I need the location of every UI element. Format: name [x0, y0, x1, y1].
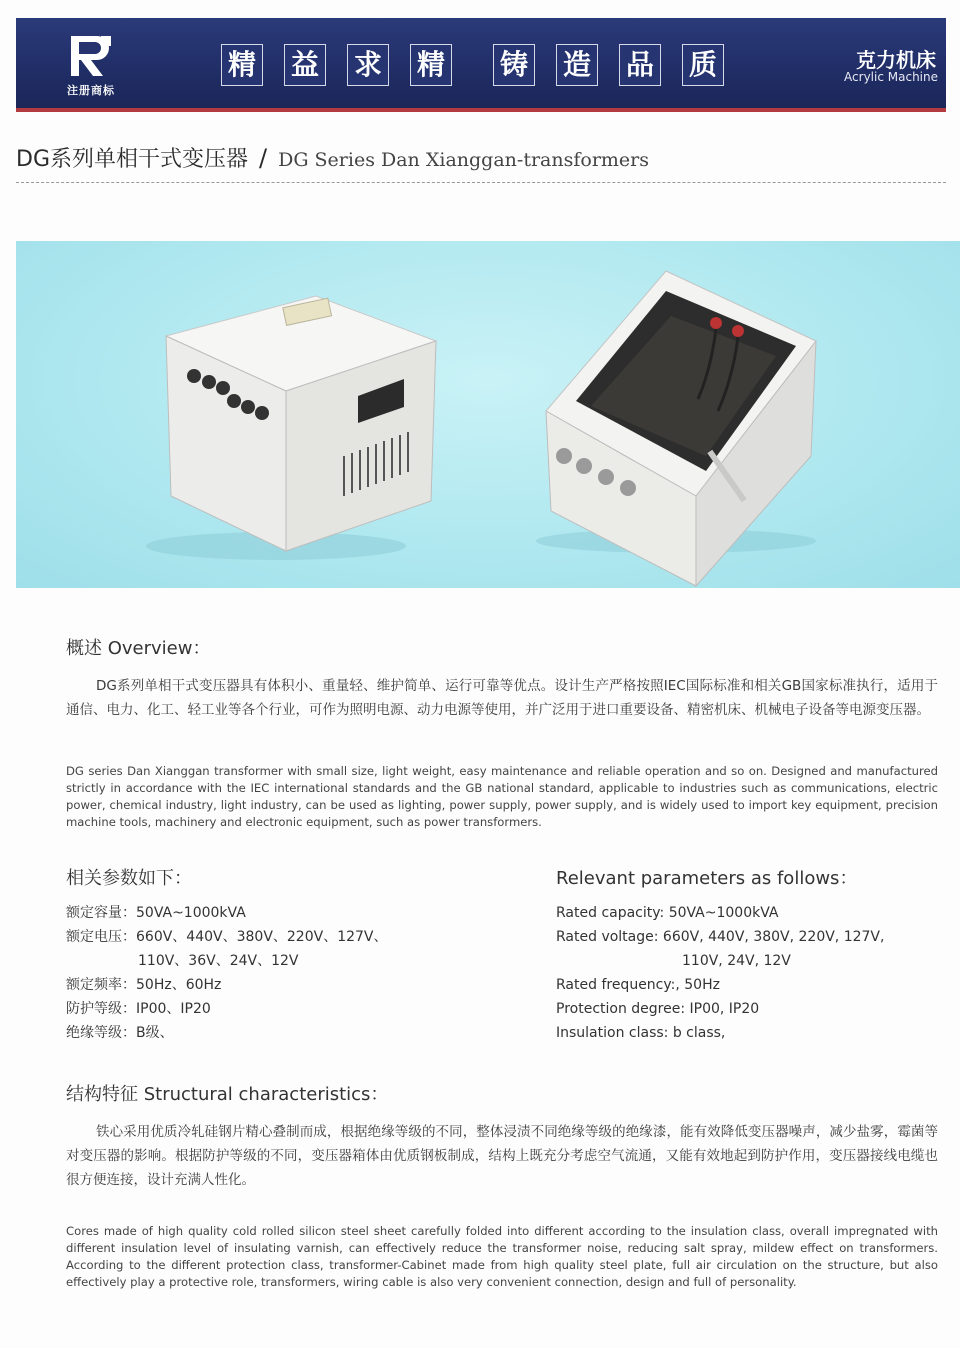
title-separator: / — [259, 144, 268, 172]
slogan-char: 精 — [221, 44, 263, 86]
slogan-char: 质 — [682, 44, 724, 86]
slogan-char: 造 — [556, 44, 598, 86]
page-title — [16, 142, 946, 173]
slogan-char: 求 — [347, 44, 389, 86]
param-rated-voltage-en-cont: 110V, 24V, 12V — [682, 953, 791, 969]
param-rated-frequency-cn: 额定频率：50Hz、60Hz — [66, 977, 222, 993]
param-rated-voltage-en: Rated voltage: 660V, 440V, 380V, 220V, 127V, — [556, 929, 885, 945]
param-protection-degree-cn: 防护等级：IP00、IP20 — [66, 1001, 211, 1017]
title-divider — [16, 182, 946, 183]
structure-text-cn: 铁心采用优质冷轧硅钢片精心叠制而成，根据绝缘等级的不同，整体浸渍不同绝缘等级的绝缘漆，能有效降低变压器噪声，减少盐雾，霉菌等对变压器的影响。根据防护等级的不同，变压器箱体由优质钢板制成，结构上既充分考虑空气流通，又能有效地起到防护作用，变压器接线电缆也很方便连接，设计充满人性化。 — [66, 1124, 938, 1188]
params-list-cn — [66, 901, 388, 1045]
overview-text-cn: DG系列单相干式变压器具有体积小、重量轻、维护简单、运行可靠等优点。设计生产严格按照IEC国际标准和相关GB国家标准执行，适用于通信、电力、化工、轻工业等各个行业，可作为照明电源、动力电源等使用，并广泛用于进口重要设备、精密机床、机械电子设备等电源变压器。 — [66, 678, 938, 718]
product-photo — [16, 241, 960, 588]
open-transformer-icon — [536, 271, 816, 586]
param-rated-frequency-en: Rated frequency:, 50Hz — [556, 977, 720, 993]
param-insulation-class-en: Insulation class: b class, — [556, 1025, 726, 1041]
logo-caption: 注册商标 — [67, 84, 115, 97]
params-list-en — [556, 901, 884, 1045]
brand-logo — [56, 30, 126, 102]
slogan-char: 精 — [410, 44, 452, 86]
structure-heading: 结构特征 Structural characteristics： — [66, 1084, 389, 1105]
brand-name-en: Acrylic Machine — [844, 70, 938, 84]
page-title-cn: DG系列单相干式变压器 — [16, 147, 248, 172]
closed-transformer-icon — [146, 296, 436, 560]
param-rated-capacity-en: Rated capacity: 50VA~1000kVA — [556, 905, 779, 921]
structure-text-en: Cores made of high quality cold rolled silicon steel sheet carefully folded into different according to the insulation class, overall impregnated with different insulation level of insulating varnish, can effectively reduce the transformer noise, reducing salt spray, mildew effect on transformers. According to the different protection class, transformer-Cabinet made from high quality steel plate, full air circulation on the structure, but also effectively play a protective role, transformers, wiring cable is also very convenient connection, design and full of personality. — [66, 1224, 938, 1289]
overview-heading: 概述 Overview： — [66, 638, 211, 659]
param-protection-degree-en: Protection degree: IP00, IP20 — [556, 1001, 760, 1017]
param-insulation-class-cn: 绝缘等级：B级、 — [66, 1025, 174, 1041]
slogan-char: 益 — [284, 44, 326, 86]
transformer-illustration-icon — [16, 241, 960, 588]
brand-name-cn: 克力机床 — [856, 48, 936, 72]
slogan — [221, 44, 745, 86]
page-title-en: DG Series Dan Xianggan-transformers — [278, 149, 649, 171]
param-rated-voltage-cn-cont: 110V、36V、24V、12V — [138, 953, 299, 969]
header-banner — [16, 18, 946, 112]
logo-mark-icon — [63, 30, 119, 80]
params-heading-en: Relevant parameters as follows： — [556, 868, 858, 889]
params-heading-cn: 相关参数如下： — [66, 868, 192, 889]
param-rated-capacity-cn: 额定容量：50VA~1000kVA — [66, 905, 246, 921]
param-rated-voltage-cn: 额定电压：660V、440V、380V、220V、127V、 — [66, 929, 388, 945]
slogan-char: 品 — [619, 44, 661, 86]
overview-text-en: DG series Dan Xianggan transformer with small size, light weight, easy maintenance and reliable operation and so on. Designed and manufactured strictly in accordance with the IEC international standards and the GB national standard, applicable to industries such as communications, electric power, chemical industry, light industry, can be used as lighting, power supply, power supply, and is widely used to import key equipment, precision machine tools, machinery and electronic equipment, such as power transformers. — [66, 764, 938, 829]
slogan-char: 铸 — [493, 44, 535, 86]
